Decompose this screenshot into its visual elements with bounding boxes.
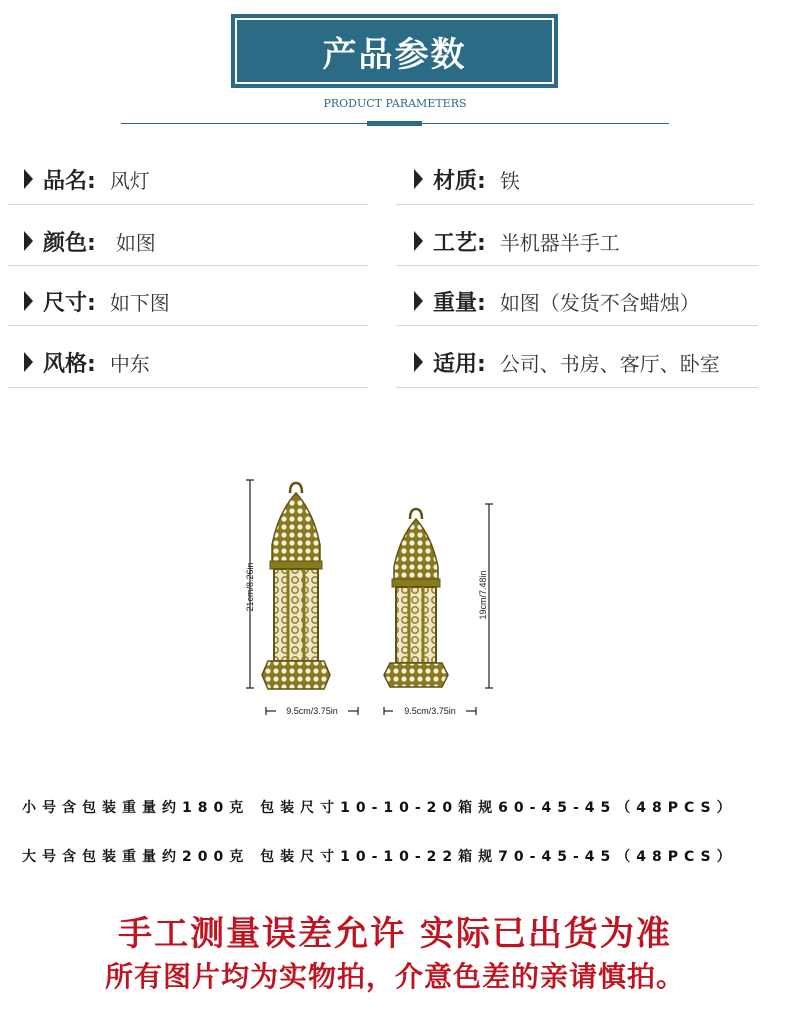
param-weight [414, 286, 700, 316]
divider [396, 204, 754, 205]
small-height-label: 19cm/7.48in [478, 570, 488, 620]
large-width-label: 9.5cm/3.75in [286, 706, 338, 716]
notice-measurement: 手工测量误差允许 实际已出货为准 [118, 914, 672, 954]
triangle-bullet-icon [24, 231, 33, 251]
param-value: 铁 [499, 168, 520, 193]
small-lantern [384, 509, 448, 687]
param-label: 材质: [433, 168, 486, 194]
param-label: 尺寸: [43, 290, 96, 316]
triangle-bullet-icon [24, 352, 33, 372]
param-value: 半机器半手工 [499, 230, 620, 255]
divider [8, 325, 368, 326]
param-label: 风格: [43, 351, 96, 377]
triangle-bullet-icon [414, 352, 423, 372]
packing-large: 大号含包装重量约200克 包装尺寸10-10-22箱规70-45-45（48PCS） [22, 849, 737, 865]
product-photo [240, 475, 510, 725]
param-usage [414, 347, 720, 377]
param-material [414, 164, 520, 194]
param-label: 颜色: [43, 230, 96, 256]
param-label: 重量: [433, 290, 486, 316]
divider [8, 204, 368, 205]
divider [396, 265, 758, 266]
triangle-bullet-icon [414, 291, 423, 311]
param-value: 如图（发货不含蜡烛） [499, 290, 700, 315]
divider [396, 325, 758, 326]
triangle-bullet-icon [414, 231, 423, 251]
triangle-bullet-icon [24, 169, 33, 189]
page-subtitle: PRODUCT PARAMETERS [323, 97, 467, 110]
small-width-label: 9.5cm/3.75in [404, 706, 456, 716]
small-height-dimension [478, 504, 493, 688]
large-lantern [262, 483, 330, 689]
param-label: 适用: [433, 351, 486, 377]
param-craft [414, 226, 620, 256]
large-height-dimension [245, 480, 255, 688]
small-width-dimension [384, 706, 476, 716]
param-value: 如图 [115, 230, 156, 255]
param-size [24, 286, 170, 316]
large-height-label: 21cm/8.26in [245, 562, 255, 612]
param-value: 公司、书房、客厅、卧室 [499, 351, 720, 376]
divider [8, 265, 368, 266]
divider [396, 387, 758, 388]
page-title: 产品参数 [235, 18, 554, 84]
notice-color: 所有图片均为实物拍，介意色差的亲请慎拍。 [104, 960, 685, 993]
title-divider-accent [367, 121, 422, 126]
large-width-dimension [266, 706, 358, 716]
param-style [24, 347, 150, 377]
packing-small: 小号含包装重量约180克 包装尺寸10-10-20箱规60-45-45（48PCS） [22, 800, 737, 816]
triangle-bullet-icon [24, 291, 33, 311]
param-value: 风灯 [109, 168, 150, 193]
param-value: 中东 [109, 351, 150, 376]
param-label: 工艺: [433, 230, 486, 256]
divider [8, 387, 368, 388]
param-label: 品名: [43, 168, 96, 194]
param-value: 如下图 [109, 290, 170, 315]
title-box [231, 14, 558, 88]
param-color [24, 226, 156, 256]
param-name [24, 164, 150, 194]
triangle-bullet-icon [414, 169, 423, 189]
